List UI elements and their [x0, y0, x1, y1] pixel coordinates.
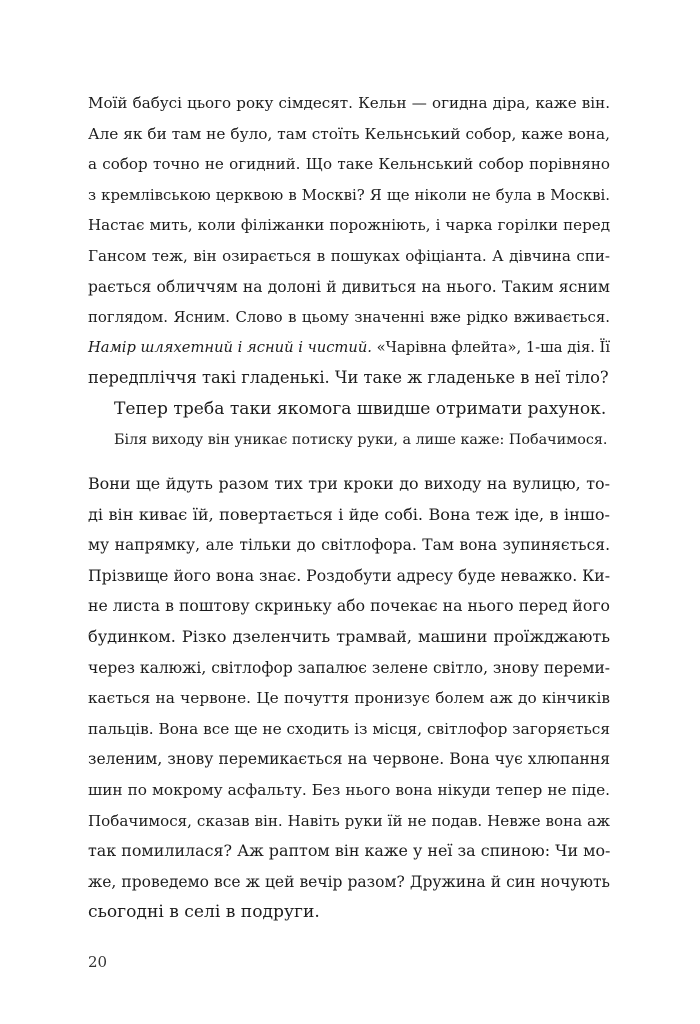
text-line: через калюжі, світлофор запалює зелене світло, знову переми-	[88, 658, 611, 677]
text-line: Прізвище його вона знає. Роздобути адресу буде неважко. Ки-	[88, 565, 611, 585]
quote-source: «Чарівна флейта», 1-ша дія. Її	[371, 338, 611, 356]
text-line: зеленим, знову перемикається на червоне. Вона чує хлюпання	[88, 750, 610, 769]
text-line: пальців. Вона все ще не сходить із місця, світлофор загоряється	[88, 719, 610, 738]
paragraph-block-2	[88, 469, 610, 928]
italic-quote: Намір шляхетний і ясний і чистий.	[88, 338, 372, 356]
text-line: з кремлівською церквою в Москві? Я ще ніколи не була в Москві.	[88, 185, 610, 204]
text-line: Побачимося, сказав він. Навіть руки їй не подав. Невже вона аж	[88, 811, 610, 830]
text-line: му напрямку, але тільки до світлофора. Там вона зупиняється.	[88, 536, 610, 555]
text-line: кається на червоне. Це почуття пронизує болем аж до кінчиків	[88, 689, 610, 708]
text-line-with-quote	[88, 333, 610, 364]
text-line: не листа в поштову скриньку або почекає на нього перед його	[88, 596, 610, 616]
text-line: а собор точно не огидний. Що таке Кельнський собор порівняно	[88, 155, 610, 174]
indented-line: Біля виходу він уникає потиску руки, а лише каже: Побачимося.	[114, 431, 608, 448]
paragraph-block-1	[88, 88, 610, 455]
text-line: рається обличчям на долоні й дивиться на нього. Таким ясним	[88, 277, 610, 296]
text-line: сьогодні в селі в подруги.	[88, 902, 320, 923]
text-line: будинком. Різко дзеленчить трамвай, машини проїжджають	[88, 626, 610, 646]
text-line: ді він киває їй, повертається і йде собі. Вона теж іде, в іншо-	[88, 504, 610, 524]
text-line: так помилилася? Аж раптом він каже у неї за спиною: Чи мо-	[88, 841, 611, 861]
text-line: же, проведемо все ж цей вечір разом? Дружина й син ночують	[88, 872, 610, 891]
page-number: 20	[88, 953, 108, 971]
text-line: Вони ще йдуть разом тих три кроки до виходу на вулицю, то-	[88, 474, 610, 493]
indented-line: Тепер треба таки якомога швидше отримати рахунок.	[114, 398, 607, 419]
text-line: Моїй бабусі цього року сімдесят. Кельн — огидна діра, каже він.	[88, 94, 610, 112]
text-line: Гансом теж, він озирається в пошуках офіціанта. А дівчина спи-	[88, 246, 610, 265]
text-line: Але як би там не було, там стоїть Кельнський собор, каже вона,	[88, 124, 610, 143]
text-line: поглядом. Ясним. Слово в цьому значенні вже рідко вживається.	[88, 308, 610, 327]
text-line: Настає мить, коли філіжанки порожніють, і чарка горілки перед	[88, 216, 610, 235]
text-line: шин по мокрому асфальту. Без нього вона нікуди тепер не піде.	[88, 780, 610, 799]
text-line: передпліччя такі гладенькі. Чи таке ж гладеньке в неї тіло?	[88, 368, 609, 388]
